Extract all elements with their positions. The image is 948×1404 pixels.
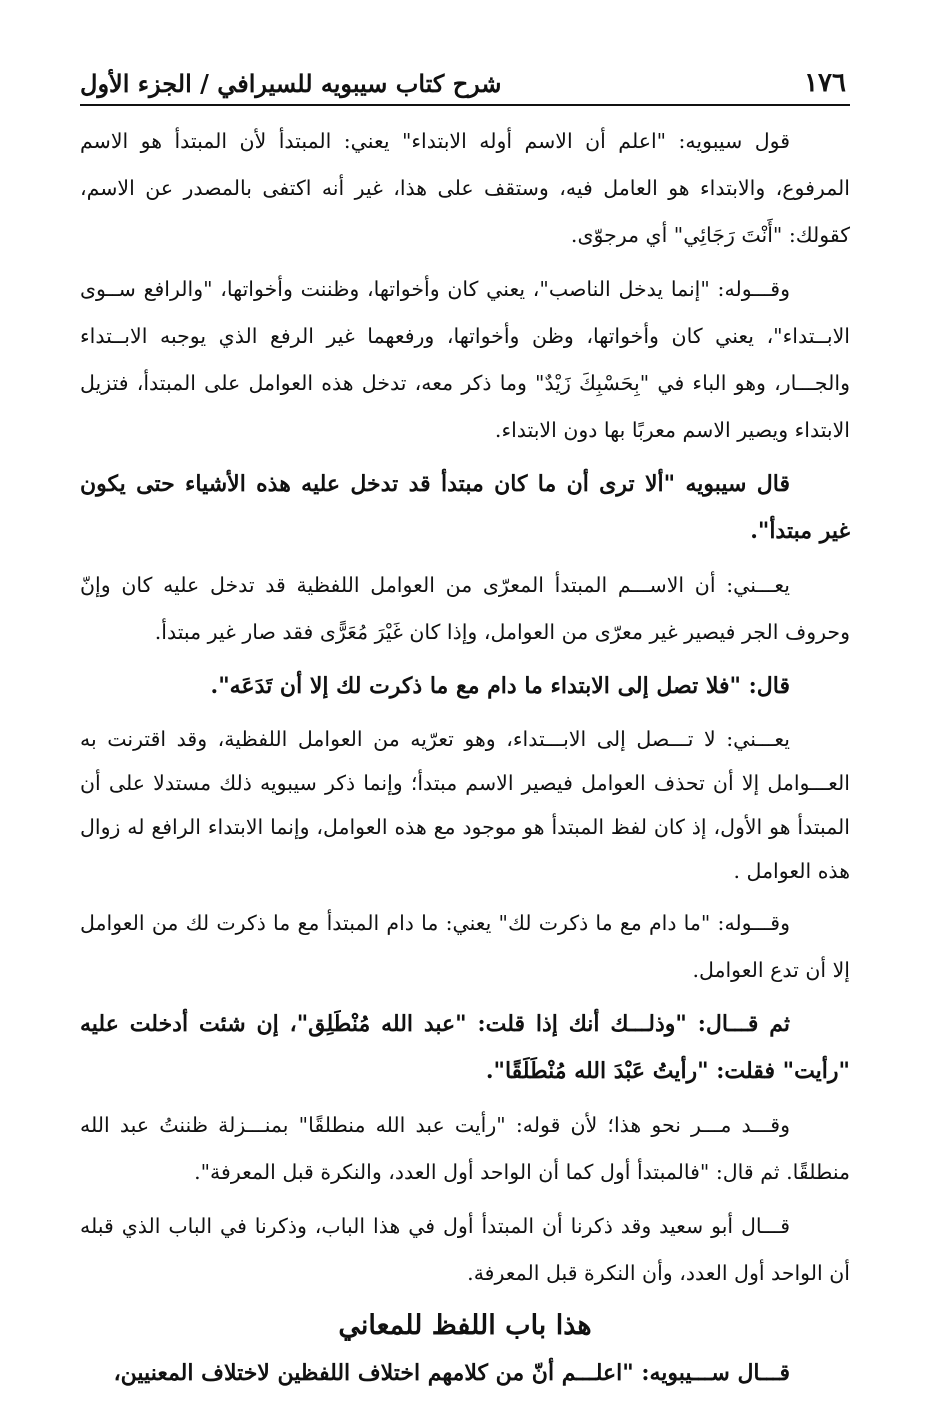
paragraph-10: قـــال أبو سعيد وقد ذكرنا أن المبتدأ أول في هذا الباب، وذكرنا في الباب الذي قبله أن الواحد أول العدد، وأن النكرة قبل المعرفة.: [80, 1214, 850, 1285]
page-number: ١٧٦: [804, 68, 846, 98]
paragraph-4: يعـــني: أن الاســـم المبتدأ المعرّى من العوامل اللفظية قد تدخل عليه كان وإنّ وحروف الجر فيصير غير معرّى من العوامل، وإذا كان غَيْرَ مُعَرًّى فقد صار غير مبتدأ.: [80, 573, 850, 644]
paragraph-5: قال: "فلا تصل إلى الابتداء ما دام مع ما ذكرت لك إلا أن تَدَعَه".: [210, 673, 790, 699]
running-title: شرح كتاب سيبويه للسيرافي / الجزء الأول: [80, 69, 502, 98]
paragraph-6: يعـــني: لا تـــصل إلى الابـــتداء، وهو تعرّيه من العوامل اللفظية، وقد اقترنت به العـــوامل إلا أن تحذف العوامل فيصير الاسم مبتدأ؛ وإنما ذكر سيبويه ذلك مستدلا على أن المبتدأ هو الأول، إذ كان لفظ المبتدأ هو موجود مع هذه العوامل، وإنما الابتداء الرافع له زوال هذه العوامل .: [80, 727, 850, 883]
paragraph-9: وقـــد مـــر نحو هذا؛ لأن قوله: "رأيت عبد الله منطلقًا" بمنـــزلة ظننتُ عبد الله منطلقًا. ثم قال: "فالمبتدأ أول كما أن الواحد أول العدد، والنكرة قبل المعرفة".: [80, 1113, 850, 1184]
page-body: [80, 118, 850, 1404]
section-heading: هذا باب اللفظ للمعاني: [338, 1310, 592, 1341]
final-paragraph: قـــال ســـيبويه: "اعلـــم أنّ من كلامهم اختلاف اللفظين لاختلاف المعنيين،: [113, 1360, 790, 1386]
paragraph-8: ثم قـــال: "وذلـــك أنك إذا قلت: "عبد الله مُنْطَلِق"، إن شئت أدخلت عليه "رأيت" فقلت: "رأيتُ عَبْدَ الله مُنْطَلَقًا".: [80, 1011, 850, 1084]
paragraph-3: قال سيبويه "ألا ترى أن ما كان مبتدأ قد تدخل عليه هذه الأشياء حتى يكون غير مبتدأ".: [80, 471, 850, 544]
page-header: [80, 58, 850, 106]
paragraph-2: وقـــوله: "إنما يدخل الناصب"، يعني كان وأخواتها، وظننت وأخواتها، "والرافع ســوى الابــتداء"، يعني كان وأخواتها، وظن وأخواتها، ورفعهما غير الرفع الذي يوجبه الابــتداء والجـــار، وهو الباء في "بِحَسْبِكَ زَيْدٌ" وما ذكر معه، تدخل هذه العوامل على المبتدأ، فتزيل الابتداء ويصير الاسم معربًا بها دون الابتداء.: [80, 277, 850, 442]
paragraph-7: وقـــوله: "ما دام مع ما ذكرت لك" يعني: ما دام المبتدأ مع ما ذكرت لك من العوامل إلا أن تدع العوامل.: [80, 911, 850, 982]
paragraph-1: قول سيبويه: "اعلم أن الاسم أوله الابتداء" يعني: المبتدأ لأن المبتدأ هو الاسم المرفوع، والابتداء هو العامل فيه، وستقف على هذا، غير أنه اكتفى بالمصدر عن الاسم، كقولك: "أَنْتَ رَجَائِي" أي مرجوّى.: [80, 129, 850, 247]
book-page: [80, 0, 850, 1389]
